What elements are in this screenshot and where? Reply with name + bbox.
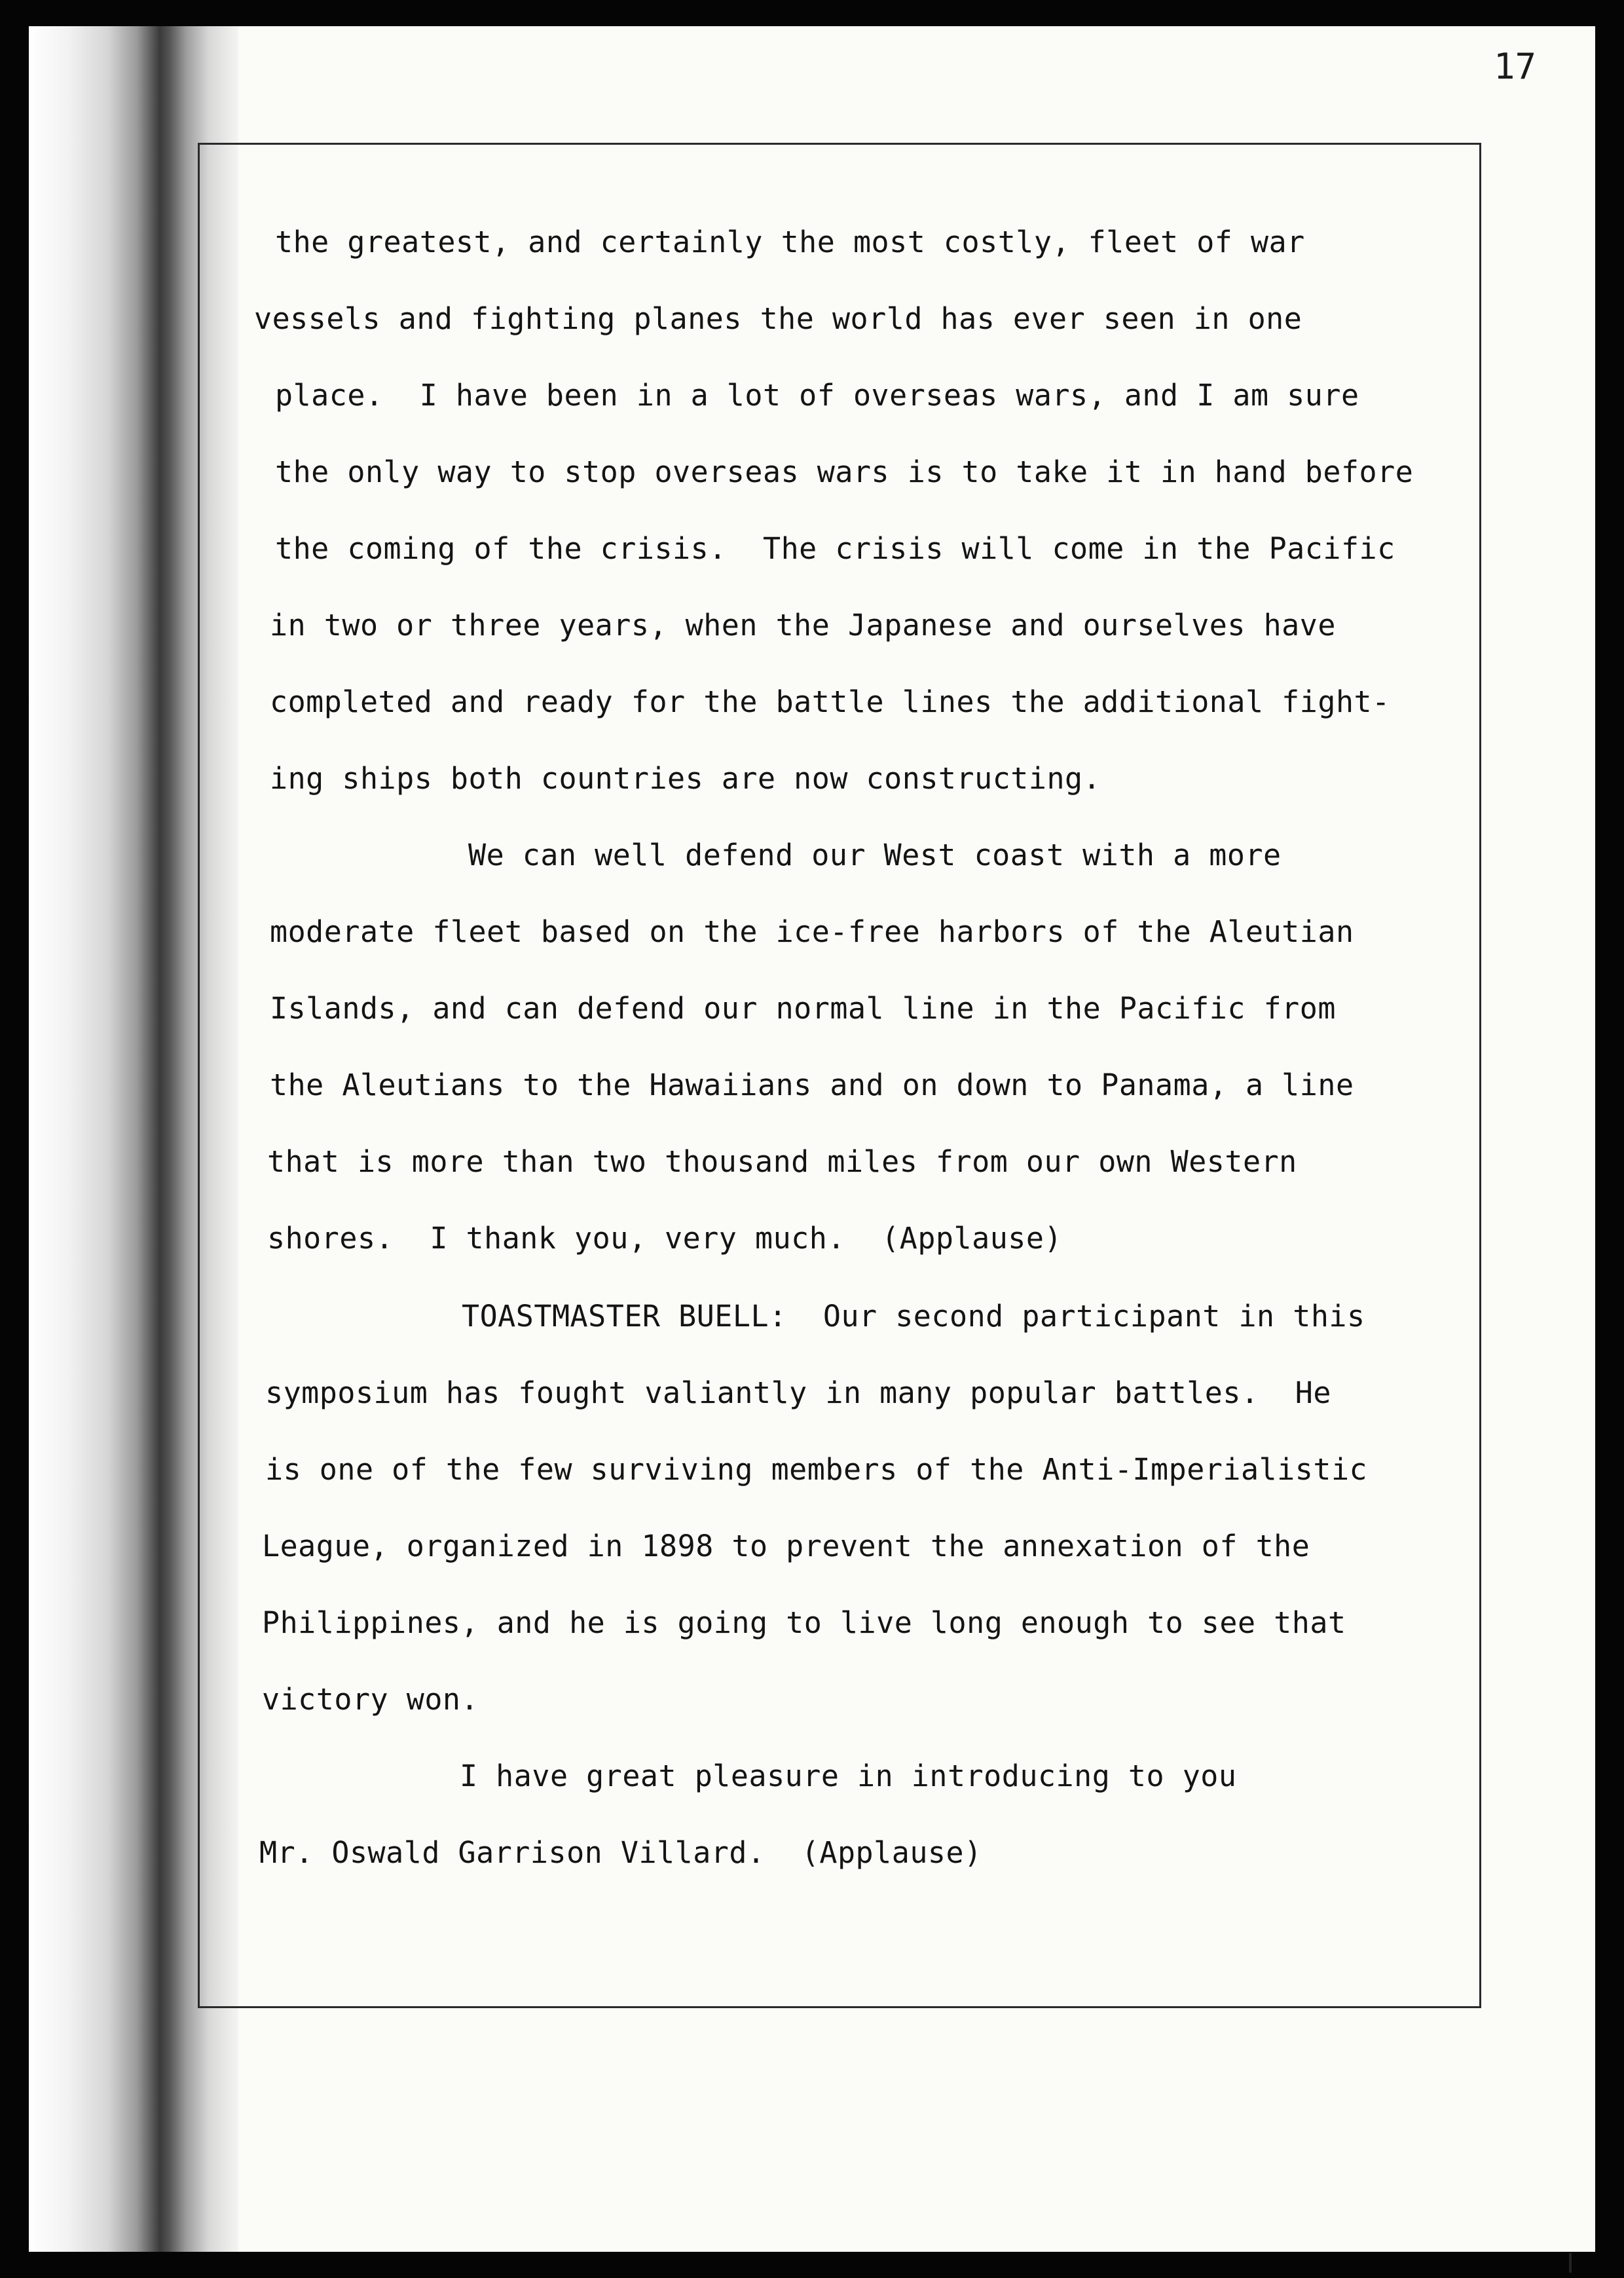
text-line: moderate fleet based on the ice-free harbors of the Aleutian <box>270 914 1354 949</box>
text-line: I have great pleasure in introducing to you <box>460 1759 1237 1793</box>
scan-edge-mark <box>1569 2253 1572 2273</box>
text-line: place. I have been in a lot of overseas wars, and I am sure <box>275 378 1359 413</box>
text-line: We can well defend our West coast with a more <box>468 838 1282 872</box>
text-line: the Aleutians to the Hawaiians and on down to Panama, a line <box>270 1068 1354 1102</box>
text-line: Mr. Oswald Garrison Villard. (Applause) <box>259 1835 982 1870</box>
text-line: symposium has fought valiantly in many popular battles. He <box>265 1375 1331 1410</box>
text-line: that is more than two thousand miles from our own Western <box>267 1144 1297 1179</box>
text-line: vessels and fighting planes the world has ever seen in one <box>254 301 1302 336</box>
text-line: the greatest, and certainly the most costly, fleet of war <box>275 225 1305 259</box>
text-line: the coming of the crisis. The crisis will come in the Pacific <box>275 531 1395 566</box>
text-line: completed and ready for the battle lines the additional fight- <box>270 684 1390 719</box>
text-line: shores. I thank you, very much. (Applause) <box>267 1221 1063 1256</box>
text-line: is one of the few surviving members of the Anti-Imperialistic <box>265 1452 1368 1487</box>
text-line: victory won. <box>262 1682 479 1717</box>
text-line: Philippines, and he is going to live long enough to see that <box>262 1605 1346 1640</box>
text-line: ing ships both countries are now constructing. <box>270 761 1101 796</box>
text-line: League, organized in 1898 to prevent the annexation of the <box>262 1529 1310 1563</box>
page-number: 17 <box>1493 46 1536 87</box>
text-line: Islands, and can defend our normal line in the Pacific from <box>270 991 1336 1026</box>
text-line: in two or three years, when the Japanese and ourselves have <box>270 608 1336 643</box>
text-line: the only way to stop overseas wars is to take it in hand before <box>275 455 1414 489</box>
text-line: TOASTMASTER BUELL: Our second participant in this <box>462 1299 1365 1334</box>
